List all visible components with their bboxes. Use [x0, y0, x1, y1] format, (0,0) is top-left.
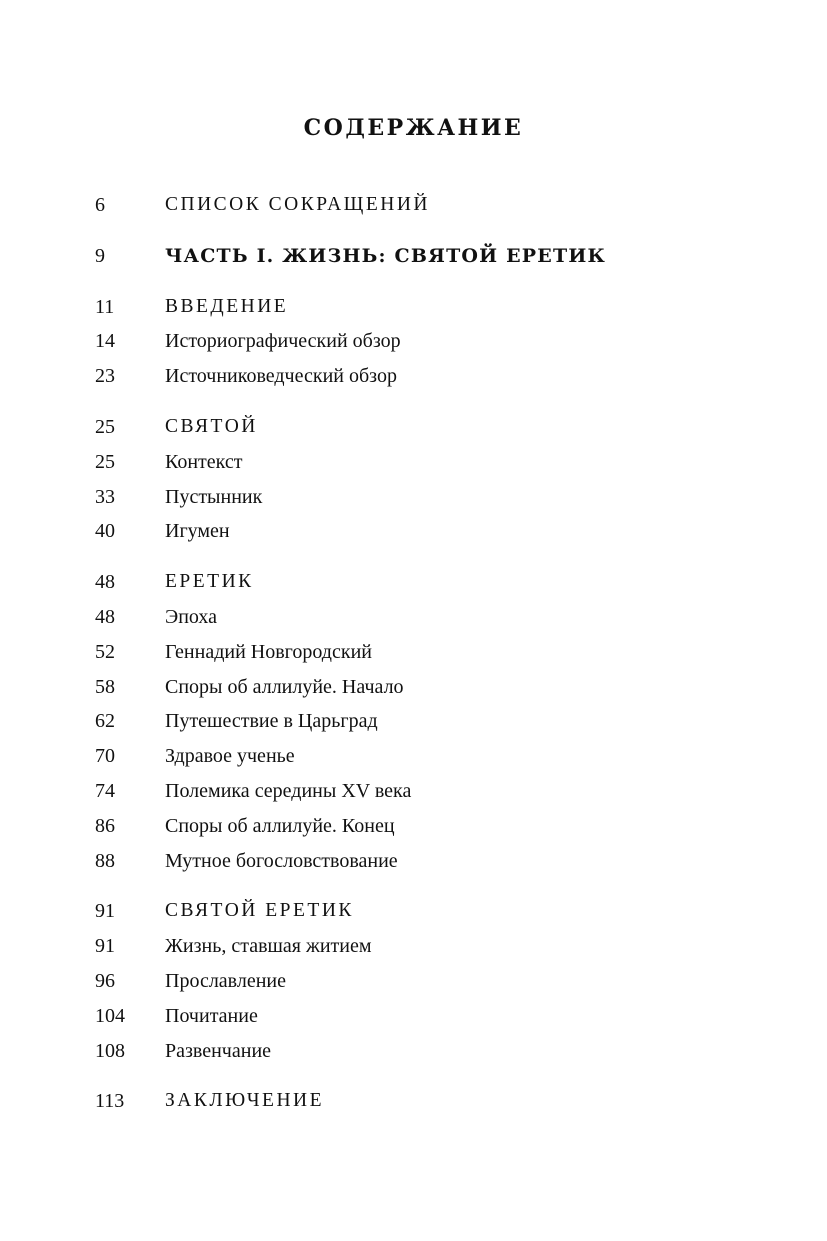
toc-entry [0, 447, 827, 477]
toc-entry [0, 672, 827, 702]
toc-page-number: 9 [95, 245, 105, 267]
page-title: СОДЕРЖАНИЕ [303, 115, 524, 141]
toc-entry-title: Историографический обзор [165, 330, 401, 352]
toc-entry [0, 1036, 827, 1066]
toc-page-number: 70 [95, 745, 115, 767]
toc-page-number: 48 [95, 606, 115, 628]
toc-entry [0, 637, 827, 667]
toc-entry [0, 1001, 827, 1031]
toc-page-number: 108 [95, 1040, 125, 1062]
toc-entry [0, 602, 827, 632]
toc-page-number: 96 [95, 970, 115, 992]
toc-entry-title: Прославление [165, 970, 286, 992]
toc-page-number: 23 [95, 365, 115, 387]
toc-entry-title: ЗАКЛЮЧЕНИЕ [165, 1090, 325, 1111]
toc-page-number: 11 [95, 296, 115, 318]
toc-entry [0, 931, 827, 961]
toc-entry-title: ЕРЕТИК [165, 571, 254, 592]
toc-entry [0, 741, 827, 771]
toc-entry-title: Споры об аллилуйе. Начало [165, 676, 404, 698]
toc-page-number: 113 [95, 1090, 125, 1112]
toc-entry-section [0, 412, 827, 442]
toc-page-number: 33 [95, 486, 115, 508]
toc-entry-title: Геннадий Новгородский [165, 641, 372, 663]
toc-entry [0, 846, 827, 876]
toc-page-number: 88 [95, 850, 115, 872]
toc-entry [0, 966, 827, 996]
toc-page-number: 14 [95, 330, 115, 352]
toc-page-number: 48 [95, 571, 115, 593]
toc-entry-title: Пустынник [165, 486, 263, 508]
toc-entry [0, 326, 827, 356]
toc-entry [0, 361, 827, 391]
toc-entry-section [0, 190, 827, 220]
toc-entry-title: СВЯТОЙ [165, 416, 258, 437]
toc-entry-title: Источниковедческий обзор [165, 365, 397, 387]
toc-entry-title: Споры об аллилуйе. Конец [165, 815, 395, 837]
toc-entry-title: Жизнь, ставшая житием [165, 935, 372, 957]
toc-page-number: 91 [95, 935, 115, 957]
toc-entry-title: СПИСОК СОКРАЩЕНИЙ [165, 194, 430, 215]
toc-entry-section [0, 567, 827, 597]
toc-page-number: 86 [95, 815, 115, 837]
toc-entry-title: Эпоха [165, 606, 218, 628]
toc-page-number: 91 [95, 900, 115, 922]
toc-page-number: 40 [95, 520, 115, 542]
toc-entry-title: ВВЕДЕНИЕ [165, 296, 289, 317]
toc-entry-section [0, 292, 827, 322]
toc-entry-title: Путешествие в Царьград [165, 710, 378, 732]
toc-page-number: 74 [95, 780, 115, 802]
toc-entry-title: Почитание [165, 1005, 258, 1027]
toc-entry-title: Полемика середины XV века [165, 780, 412, 802]
toc-page-number: 25 [95, 416, 115, 438]
toc-page-number: 62 [95, 710, 115, 732]
toc-entry-title: ЧАСТЬ I. ЖИЗНЬ: СВЯТОЙ ЕРЕТИК [165, 245, 606, 267]
toc-entry-title: Игумен [165, 520, 230, 542]
toc-entry [0, 706, 827, 736]
toc-page-number: 58 [95, 676, 115, 698]
toc-entry-title: СВЯТОЙ ЕРЕТИК [165, 900, 354, 921]
toc-entry-section [0, 896, 827, 926]
toc-entry-part [0, 241, 827, 271]
toc-entry [0, 482, 827, 512]
toc-entry-title: Здравое ученье [165, 745, 295, 767]
toc-entry [0, 516, 827, 546]
toc-entry [0, 776, 827, 806]
toc-page-number: 104 [95, 1005, 125, 1027]
toc-entry-title: Контекст [165, 451, 243, 473]
toc-entry [0, 811, 827, 841]
toc-entry-section [0, 1086, 827, 1116]
toc-page-number: 6 [95, 194, 105, 216]
toc-entry-title: Мутное богословствование [165, 850, 398, 872]
toc-page-number: 52 [95, 641, 115, 663]
toc-entry-title: Развенчание [165, 1040, 272, 1062]
toc-page-number: 25 [95, 451, 115, 473]
